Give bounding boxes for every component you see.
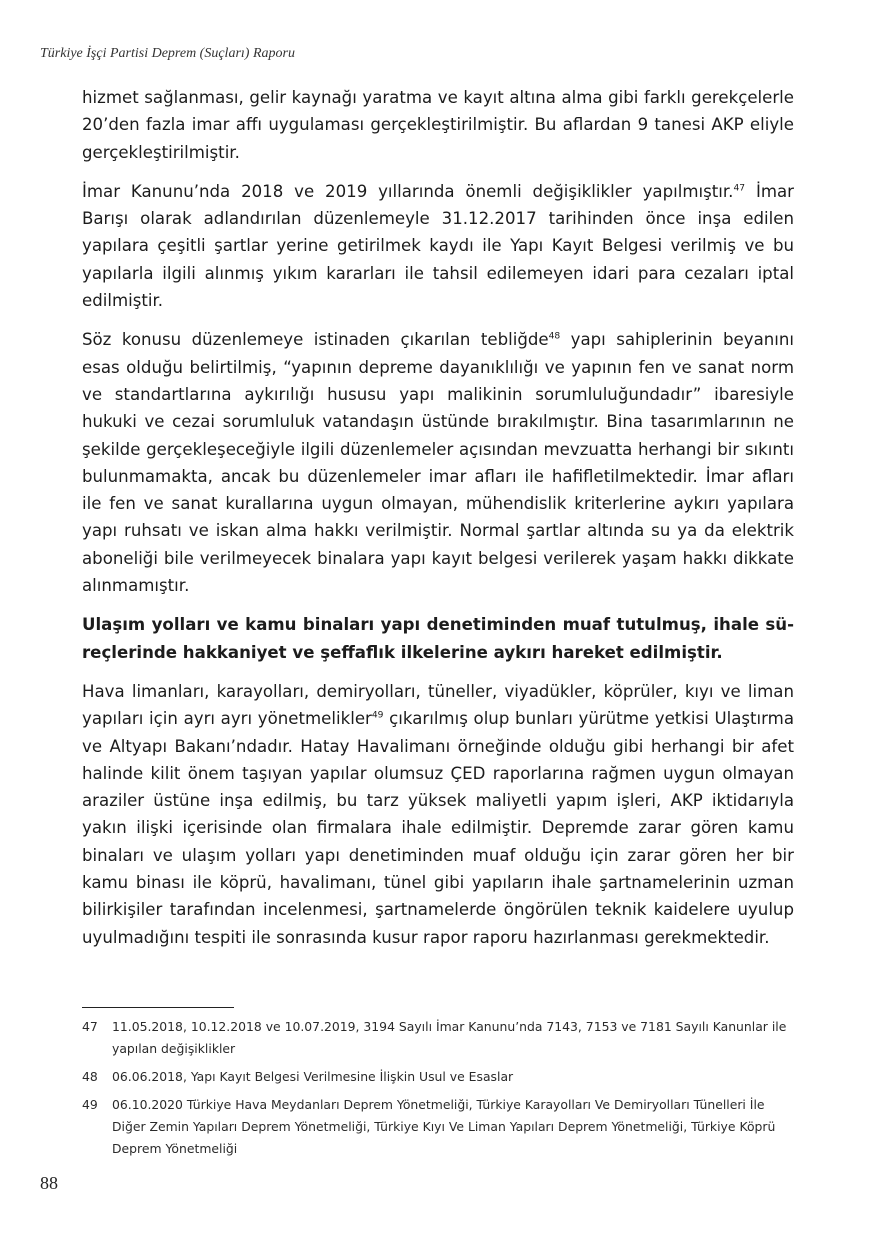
footnote: [82, 1016, 794, 1060]
paragraph-3-text-b: yapı sahiplerinin beyanını esas olduğu belirtilmiş, “yapının depreme dayanıklılığı ve yapının fen ve sanat norm ve standartlarına aykırılığı hususu yapı malikinin sorumluluğundadır” ibaresiyle hukuki ve cezai sorumluluk vatandaşın üstünde bırakılmıştır. Bina tasarımlarının ne şekilde gerçekleşeceğiyle ilgili düzenlemeler açısından mevzuatta herhangi bir sıkıntı bulunmamakta, ancak bu düzenlemeler imar afları ile hafifletilmektedir. İmar afları ile fen ve sanat kurallarına uygun olmayan, mühendislik kriterlerine aykırı yapılara yapı ruhsatı ve iskan alma hakkı verilmiştir. Normal şartlar altında su ya da elektrik aboneliği bile verilmeyecek binalara yapı kayıt belgesi verilerek yaşam hakkı dikkate alınmamıştır.: [82, 330, 794, 596]
running-header: Türkiye İşçi Partisi Deprem (Suçları) Raporu: [40, 46, 295, 61]
footnote-text: 06.10.2020 Türkiye Hava Meydanları Deprem Yönetmeliği, Türkiye Karayolları Ve Demiryolları Tünelleri İle Diğer Zemin Yapıları Deprem Yönetmeliği, Türkiye Kıyı Ve Liman Yapıları Deprem Yönetmeliği, Türkiye Köprü Deprem Yönetmeliği: [112, 1097, 776, 1156]
footnote-divider: [82, 1007, 234, 1008]
footnote-text: 11.05.2018, 10.12.2018 ve 10.07.2019, 3194 Sayılı İmar Kanunu’nda 7143, 7153 ve 7181 Sayılı Kanunlar ile yapılan değişiklikler: [112, 1019, 787, 1056]
footnote: [82, 1066, 794, 1088]
paragraph-1: hizmet sağlanması, gelir kaynağı yaratma ve kayıt altına alma gibi farklı gerekçelerle 20’den fazla imar affı uygulaması gerçekleştirilmiştir. Bu aflardan 9 tanesi AKP eliyle gerçekleştirilmiştir.: [82, 88, 794, 162]
bold-heading-paragraph: Ulaşım yolları ve kamu binaları yapı denetiminden muaf tutulmuş, ihale süreçlerinde hakkaniyet ve şeffaflık ilkelerine aykırı hareket edilmiştir.: [82, 615, 794, 662]
paragraph-5-text-b: çıkarılmış olup bunları yürütme yetkisi Ulaştırma ve Altyapı Bakanı’ndadır. Hatay Havalimanı örneğinde olduğu gibi herhangi bir afet halinde kilit önem taşıyan yapılar olumsuz ÇED raporlarına rağmen uygun olmayan araziler üstüne inşa edilmiş, bu tarz yüksek maliyetli yapım işleri, AKP iktidarıyla yakın ilişki içerisinde olan firmalara ihale edilmiştir. Depremde zarar gören kamu binaları ve ulaşım yolları yapı denetiminden muaf olduğu için zarar gören her bir kamu binası ile köprü, havalimanı, tünel gibi yapıların ihale şartnamelerinin uzman bilirkişiler tarafından incelenmesi, şartnamelerde öngörülen teknik kaidelere uyulup uyulmadığını tespiti ile sonrasında kusur rapor raporu hazırlanması gerekmektedir.: [82, 709, 794, 947]
paragraph-2-text-b: İmar Barışı olarak adlandırılan düzenlemeyle 31.12.2017 tarihinden önce inşa edilen yapılara çeşitli şartlar yerine getirilmek kaydı ile Yapı Kayıt Belgesi verilmiş ve bu yapılarla ilgili alınmış yıkım kararları ile tahsil edilemeyen idari para cezaları iptal edilmiştir.: [82, 181, 794, 311]
footnotes: [82, 1016, 794, 1166]
paragraph-3: [82, 326, 794, 599]
page-number: 88: [40, 1173, 58, 1193]
paragraph-2: [82, 178, 794, 314]
footnote-text: 06.06.2018, Yapı Kayıt Belgesi Verilmesine İlişkin Usul ve Esaslar: [112, 1069, 514, 1084]
paragraph-2-text-a: İmar Kanunu’nda 2018 ve 2019 yıllarında önemli değişiklikler yapılmıştır.: [82, 181, 734, 201]
footnote-number: 49: [82, 1097, 98, 1112]
paragraph-5: [82, 678, 794, 951]
footnote-number: 48: [82, 1069, 98, 1084]
footnote-ref-47[interactable]: 47: [733, 183, 746, 194]
paragraph-5-text-a: Hava limanları, karayolları, demiryolları, tüneller, viyadükler, köprüler, kıyı ve liman yapıları için ayrı ayrı yönetmelikler: [82, 681, 794, 729]
paragraph-3-text-a: Söz konusu düzenlemeye istinaden çıkarılan tebliğde: [82, 330, 549, 350]
footnote: [82, 1094, 794, 1160]
footnote-ref-48[interactable]: 48: [548, 331, 561, 342]
body-text: [82, 84, 794, 963]
footnote-number: 47: [82, 1019, 98, 1034]
footnote-ref-49[interactable]: 49: [371, 710, 384, 721]
